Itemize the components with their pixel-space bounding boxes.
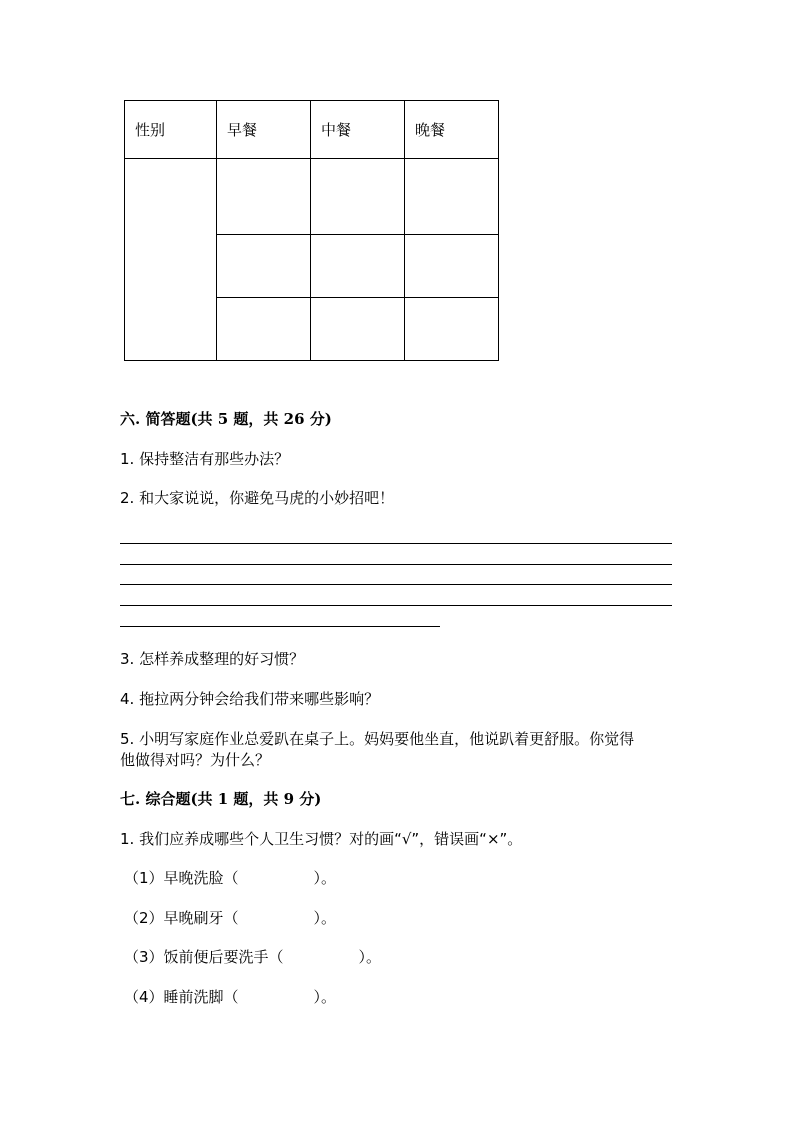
table-cell[interactable] — [217, 159, 311, 235]
question-2: 2. 和大家说说，你避免马虎的小妙招吧！ — [120, 489, 395, 507]
question-5-cont: 他做得对吗？为什么？ — [120, 751, 271, 769]
section6-heading: 六. 简答题(共 5 题，共 26 分) — [120, 410, 332, 428]
table-cell[interactable] — [405, 235, 499, 298]
answer-line[interactable] — [120, 626, 440, 627]
habit-item-4[interactable]: （4）睡前洗脚（ ）。 — [124, 988, 337, 1006]
section7-question-1: 1. 我们应养成哪些个人卫生习惯？对的画“√”，错误画“×”。 — [120, 830, 523, 848]
table-cell[interactable] — [405, 159, 499, 235]
header-lunch: 中餐 — [311, 101, 405, 159]
answer-line[interactable] — [120, 584, 672, 585]
table-cell[interactable] — [405, 298, 499, 361]
header-gender: 性别 — [125, 101, 217, 159]
habit-item-2[interactable]: （2）早晚刷牙（ ）。 — [124, 909, 337, 927]
header-breakfast: 早餐 — [217, 101, 311, 159]
answer-line[interactable] — [120, 543, 672, 544]
question-5: 5. 小明写家庭作业总爱趴在桌子上。妈妈要他坐直，他说趴着更舒服。你觉得 — [120, 730, 635, 748]
question-1: 1. 保持整洁有那些办法？ — [120, 450, 290, 468]
question-4: 4. 拖拉两分钟会给我们带来哪些影响？ — [120, 690, 380, 708]
habit-item-3[interactable]: （3）饭前便后要洗手（ ）。 — [124, 948, 382, 966]
table-cell[interactable] — [217, 298, 311, 361]
header-dinner: 晚餐 — [405, 101, 499, 159]
answer-line[interactable] — [120, 564, 672, 565]
answer-line[interactable] — [120, 605, 672, 606]
section7-heading: 七. 综合题(共 1 题，共 9 分) — [120, 790, 322, 808]
table-cell[interactable] — [311, 235, 405, 298]
meal-table — [124, 100, 499, 361]
table-cell[interactable] — [311, 298, 405, 361]
gender-cell[interactable] — [125, 159, 217, 361]
table-cell[interactable] — [311, 159, 405, 235]
table-cell[interactable] — [217, 235, 311, 298]
table-row — [125, 159, 499, 235]
habit-item-1[interactable]: （1）早晚洗脸（ ）。 — [124, 869, 337, 887]
table-header-row — [125, 101, 499, 159]
question-3: 3. 怎样养成整理的好习惯？ — [120, 650, 305, 668]
